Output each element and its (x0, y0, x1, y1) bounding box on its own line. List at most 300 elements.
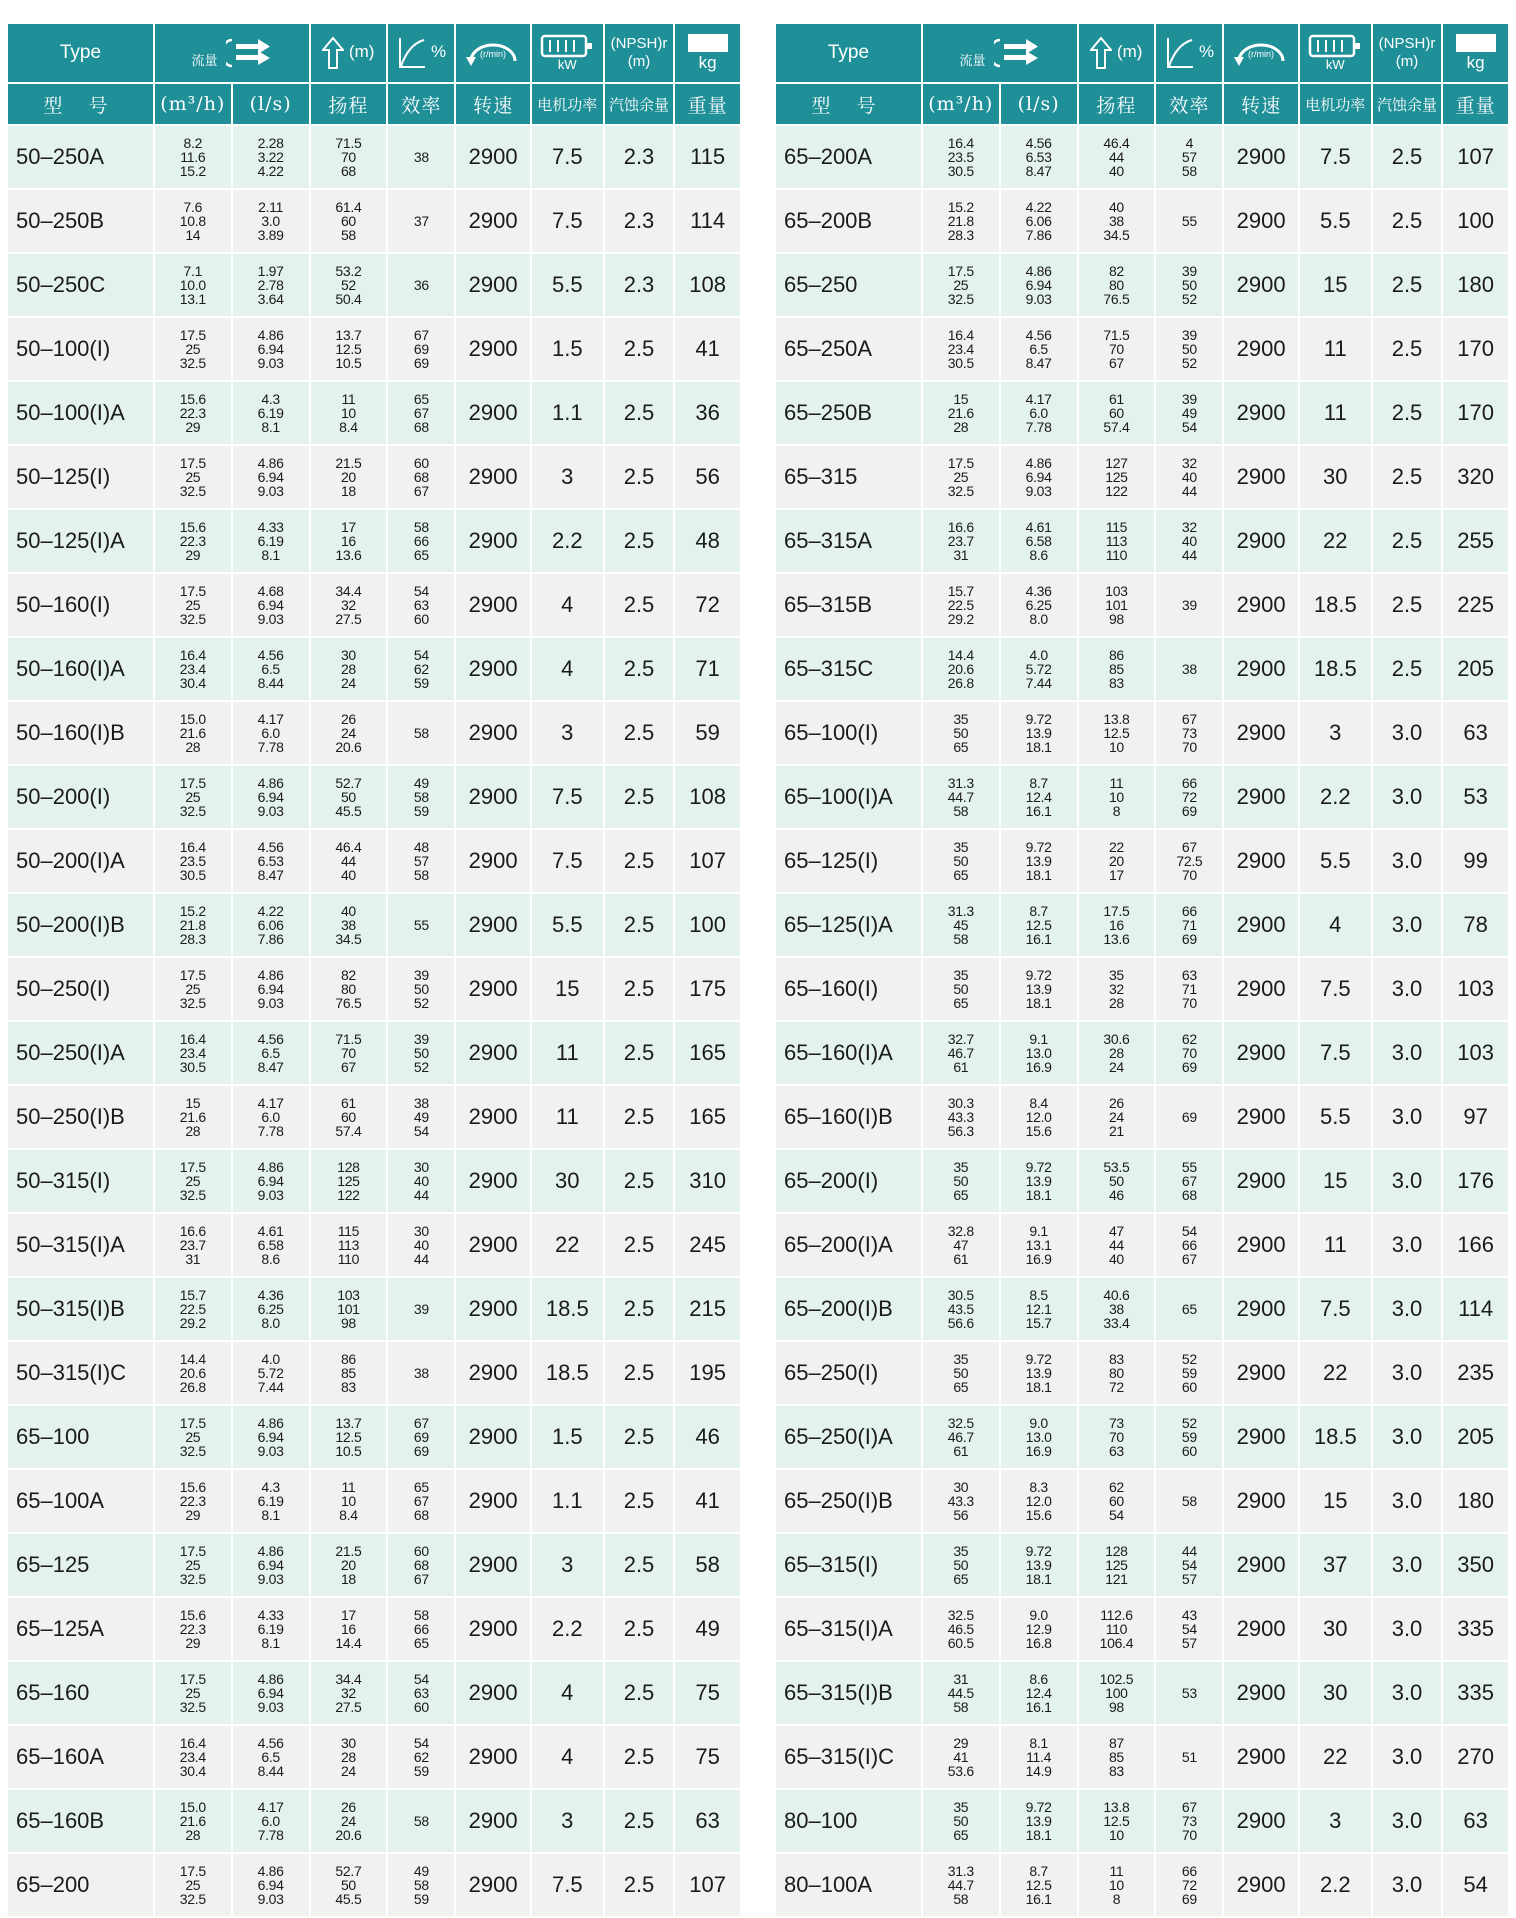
flow-m3h-cell (922, 1085, 1000, 1149)
head-cell-value: 102.5 (1099, 1671, 1134, 1687)
efficiency-cell-value: 58 (413, 1813, 429, 1829)
efficiency-cell-value: 63 (413, 1685, 429, 1701)
table-row (776, 829, 1508, 893)
power-cell: 4 (1299, 893, 1372, 957)
efficiency-cell-value: 54 (413, 1671, 429, 1687)
flow-ls-cell-value: 6.25 (1025, 597, 1052, 613)
flow-ls-cell-value: 13.9 (1025, 1557, 1052, 1573)
efficiency-cell-value: 72.5 (1176, 853, 1203, 869)
flow-m3h-cell (154, 637, 232, 701)
table-row (776, 381, 1508, 445)
flow-m3h-cell-value: 22.3 (179, 1621, 206, 1637)
flow-ls-cell-value: 9.0 (1029, 1415, 1048, 1431)
head-cell-value: 18 (340, 483, 356, 499)
weight-cell: 170 (1442, 317, 1508, 381)
table-row (8, 317, 740, 381)
head-cell-value: 20 (1108, 853, 1124, 869)
flow-ls-cell-value: 18.1 (1025, 1379, 1052, 1395)
flow-m3h-cell-value: 28.3 (179, 931, 206, 947)
head-cell-value: 10.5 (335, 1443, 362, 1459)
power-cell: 4 (531, 1725, 604, 1789)
flow-m3h-cell-value: 22.5 (947, 597, 974, 613)
head-cn-label: 扬程 (1078, 83, 1156, 125)
head-cell-value: 17 (340, 1607, 356, 1623)
flow-ls-cell (1000, 829, 1078, 893)
table-row (776, 509, 1508, 573)
power-cell: 30 (1299, 1661, 1372, 1725)
weight-cell: 170 (1442, 381, 1508, 445)
flow-m3h-cell-value: 16.4 (947, 327, 974, 343)
flow-ls-cell (232, 765, 310, 829)
head-cell-value: 20 (340, 469, 356, 485)
motor-icon (1308, 34, 1362, 58)
head-cell-value: 71.5 (1103, 327, 1130, 343)
npsh-cell: 3.0 (1372, 701, 1443, 765)
weight-cell: 71 (674, 637, 740, 701)
flow-ls-cell-value: 6.5 (261, 1749, 280, 1765)
model-type-cell: 65–250B (776, 381, 922, 445)
efficiency-cell-value: 66 (1181, 1863, 1197, 1879)
efficiency-cell-value: 65 (413, 1479, 429, 1495)
speed-cell: 2900 (1223, 573, 1298, 637)
efficiency-cell (1155, 509, 1223, 573)
flow-ls-cell (232, 1597, 310, 1661)
efficiency-cell-value: 58 (413, 725, 429, 741)
flow-m3h-cell-value: 16.4 (179, 1735, 206, 1751)
efficiency-cell-value: 38 (413, 1365, 429, 1381)
flow-m3h-cell-value: 30.4 (179, 1763, 206, 1779)
right-spec-table (776, 24, 1508, 1916)
head-cell (310, 509, 388, 573)
head-cell-value: 24 (340, 1813, 356, 1829)
power-cell: 2.2 (531, 1597, 604, 1661)
flow-m3h-cell-value: 50 (953, 853, 969, 869)
efficiency-cell-value: 60 (413, 1699, 429, 1715)
model-type-cell: 65–315(I) (776, 1533, 922, 1597)
model-type-cell: 65–200 (8, 1853, 154, 1916)
model-type-cell: 50–315(I) (8, 1149, 154, 1213)
up-arrow-icon (1090, 36, 1112, 70)
head-cell (1078, 1149, 1156, 1213)
head-cell-value: 57.4 (1103, 419, 1130, 435)
head-cell-value: 10 (1108, 789, 1124, 805)
head-cell-value: 13.8 (1103, 1799, 1130, 1815)
head-cell-value: 103 (337, 1287, 360, 1303)
efficiency-cell-value: 40 (413, 1173, 429, 1189)
npsh-cell: 2.5 (1372, 637, 1443, 701)
model-type-cell: 65–100 (8, 1405, 154, 1469)
head-cell-value: 24 (340, 675, 356, 691)
flow-m3h-cell-value: 29 (185, 1635, 201, 1651)
efficiency-cell-value: 54 (413, 1123, 429, 1139)
flow-m3h-cell-value: 21.6 (179, 1109, 206, 1125)
head-cell-value: 83 (1108, 675, 1124, 691)
weight-cn-label: 重量 (1442, 83, 1508, 125)
table-header (8, 24, 740, 125)
efficiency-cell-value: 36 (413, 277, 429, 293)
efficiency-cn-label: 效率 (387, 83, 455, 125)
flow-ls-cell (232, 573, 310, 637)
head-cell-value: 45.5 (335, 803, 362, 819)
flow-m3h-cell-value: 15.6 (179, 391, 206, 407)
flow-ls-cell-value: 6.0 (261, 1109, 280, 1125)
flow-m3h-cell-value: 21.6 (179, 725, 206, 741)
head-cell (1078, 573, 1156, 637)
flow-ls-cell-value: 8.4 (1029, 1095, 1048, 1111)
speed-cell: 2900 (455, 1469, 530, 1533)
head-cell-value: 101 (337, 1301, 360, 1317)
flow-m3h-cell-value: 50 (953, 1365, 969, 1381)
flow-m3h-cell-value: 22.3 (179, 1493, 206, 1509)
efficiency-cell (387, 1789, 455, 1853)
efficiency-cell-value: 68 (413, 419, 429, 435)
table-row (776, 1149, 1508, 1213)
head-cell-value: 72 (1108, 1379, 1124, 1395)
model-type-cell: 65–200(I)B (776, 1277, 922, 1341)
flow-m3h-cell-value: 21.8 (947, 213, 974, 229)
efficiency-cell-value: 67 (413, 483, 429, 499)
head-cell (1078, 1533, 1156, 1597)
npsh-cell: 2.5 (604, 765, 675, 829)
flow-ls-cell-value: 4.56 (257, 1031, 284, 1047)
power-cell: 7.5 (1299, 957, 1372, 1021)
efficiency-cell-value: 72 (1181, 1877, 1197, 1893)
efficiency-cell-value: 49 (413, 1109, 429, 1125)
head-cell-value: 28 (340, 661, 356, 677)
flow-m3h-cell-value: 50 (953, 1813, 969, 1829)
flow-m3h-cell-value: 65 (953, 1827, 969, 1843)
flow-ls-cell-value: 6.58 (1025, 533, 1052, 549)
flow-m3h-cell (922, 1277, 1000, 1341)
head-cell (1078, 1213, 1156, 1277)
model-type-cell: 50–160(I)A (8, 637, 154, 701)
table-row (776, 1789, 1508, 1853)
flow-ls-cell-value: 9.72 (1025, 967, 1052, 983)
flow-ls-cell-value: 16.9 (1025, 1251, 1052, 1267)
flow-ls-cell-value: 5.72 (1025, 661, 1052, 677)
power-cell: 22 (1299, 1341, 1372, 1405)
flow-m3h-cell-value: 15.2 (947, 199, 974, 215)
head-cell (310, 189, 388, 253)
table-row (776, 1725, 1508, 1789)
speed-cell: 2900 (455, 509, 530, 573)
flow-ls-cell (232, 253, 310, 317)
flow-ls-cell-value: 6.94 (257, 341, 284, 357)
weight-cell: 72 (674, 573, 740, 637)
head-cell-value: 60 (340, 213, 356, 229)
table-row (776, 637, 1508, 701)
npsh-cell: 3.0 (1372, 1021, 1443, 1085)
flow-m3h-cell-value: 28.3 (947, 227, 974, 243)
model-type-cell: 65–160(I)B (776, 1085, 922, 1149)
speed-cell: 2900 (455, 1789, 530, 1853)
npsh-cell: 2.5 (604, 957, 675, 1021)
efficiency-cell (1155, 1469, 1223, 1533)
npsh-cell: 2.5 (1372, 253, 1443, 317)
flow-ls-cell-value: 18.1 (1025, 867, 1052, 883)
efficiency-cell-value: 57 (1181, 149, 1197, 165)
head-cell-value: 45.5 (335, 1891, 362, 1907)
flow-m3h-cell (922, 1725, 1000, 1789)
head-cell (1078, 1405, 1156, 1469)
efficiency-cell (1155, 573, 1223, 637)
model-type-cell: 50–125(I)A (8, 509, 154, 573)
speed-cell: 2900 (1223, 1853, 1298, 1916)
flow-m3h-cell-value: 25 (185, 981, 201, 997)
flow-m3h-cell-value: 30.5 (947, 355, 974, 371)
flow-m3h-cell-value: 15.7 (179, 1287, 206, 1303)
head-cell-value: 115 (1105, 519, 1128, 535)
head-cell-value: 125 (1105, 1557, 1128, 1573)
flow-m3h-cell-value: 28 (953, 419, 969, 435)
flow-m3h-cell-value: 17.5 (179, 583, 206, 599)
head-cell-value: 8 (1112, 1891, 1121, 1907)
flow-m3h-cell-value: 25 (185, 597, 201, 613)
flow-m3h-cell (154, 381, 232, 445)
head-cell-value: 100 (1105, 1685, 1128, 1701)
head-cell (310, 253, 388, 317)
rotation-icon (1231, 33, 1291, 73)
power-cn-label: 电机功率 (1299, 83, 1372, 125)
head-cell (310, 573, 388, 637)
flow-m3h-cell-value: 35 (953, 967, 969, 983)
speed-cell: 2900 (1223, 1341, 1298, 1405)
weight-cell: 107 (674, 829, 740, 893)
flow-ls-cell (1000, 1213, 1078, 1277)
head-cell-value: 71.5 (335, 1031, 362, 1047)
head-cell (310, 1213, 388, 1277)
flow-m3h-cell-value: 28 (185, 1827, 201, 1843)
speed-cell: 2900 (455, 1597, 530, 1661)
flow-ls-cell-value: 4.86 (257, 1543, 284, 1559)
efficiency-cell-value: 67 (1181, 1173, 1197, 1189)
flow-ls-cell-value: 3.64 (257, 291, 284, 307)
flow-ls-cell-value: 2.78 (257, 277, 284, 293)
head-cell (310, 1341, 388, 1405)
flow-m3h-cell-value: 50 (953, 1173, 969, 1189)
efficiency-cell (1155, 765, 1223, 829)
flow-m3h-cell-value: 44.7 (947, 1877, 974, 1893)
efficiency-cell-value: 52 (413, 995, 429, 1011)
flow-m3h-cell (154, 1469, 232, 1533)
head-cell-value: 80 (340, 981, 356, 997)
efficiency-cell-value: 52 (1181, 291, 1197, 307)
efficiency-cell-value: 70 (1181, 739, 1197, 755)
flow-ls-cell-value: 6.06 (1025, 213, 1052, 229)
head-cell (310, 1149, 388, 1213)
head-cell-value: 57.4 (335, 1123, 362, 1139)
efficiency-cell (387, 1213, 455, 1277)
flow-m3h-cell-value: 17.5 (179, 775, 206, 791)
head-cell-value: 38 (1108, 213, 1124, 229)
flow-ls-cell-value: 6.5 (261, 1045, 280, 1061)
efficiency-cell (1155, 701, 1223, 765)
flow-m3h-cell (154, 1085, 232, 1149)
head-cell-value: 30 (340, 1735, 356, 1751)
type-cn-label: 型 号 (776, 83, 922, 125)
flow-m3h-cell-value: 23.5 (947, 149, 974, 165)
model-type-cell: 65–125 (8, 1533, 154, 1597)
flow-m3h-cell-value: 16.4 (947, 135, 974, 151)
flow-m3h-cell-value: 25 (185, 1685, 201, 1701)
power-cell: 2.2 (1299, 1853, 1372, 1916)
flow-m3h-cell (154, 829, 232, 893)
flow-ls-cell-value: 3.89 (257, 227, 284, 243)
flow-ls-cell-value: 16.1 (1025, 1891, 1052, 1907)
speed-cell: 2900 (455, 1725, 530, 1789)
flow-m3h-cell (154, 1725, 232, 1789)
flow-header (922, 24, 1078, 83)
flow-ls-cell-value: 16.1 (1025, 1699, 1052, 1715)
head-cell (1078, 957, 1156, 1021)
power-cell: 11 (1299, 1213, 1372, 1277)
efficiency-cell-value: 39 (1181, 391, 1197, 407)
speed-cell: 2900 (1223, 253, 1298, 317)
table-row (776, 189, 1508, 253)
efficiency-cell (1155, 1277, 1223, 1341)
efficiency-cell-value: 67 (1181, 1251, 1197, 1267)
table-row (8, 893, 740, 957)
flow-ls-cell-value: 16.1 (1025, 931, 1052, 947)
flow-m3h-cell-value: 32.5 (179, 803, 206, 819)
efficiency-cell-value: 70 (1181, 1827, 1197, 1843)
weight-cell: 245 (674, 1213, 740, 1277)
head-cell (310, 701, 388, 765)
flow-ls-cell-value: 8.47 (257, 867, 284, 883)
table-row (776, 1533, 1508, 1597)
efficiency-cell (387, 637, 455, 701)
speed-cell: 2900 (1223, 381, 1298, 445)
weight-cell: 49 (674, 1597, 740, 1661)
efficiency-cell-value: 71 (1181, 981, 1197, 997)
efficiency-cell-value: 66 (413, 1621, 429, 1637)
head-cell-value: 13.7 (335, 1415, 362, 1431)
head-cell (310, 1277, 388, 1341)
head-cell-value: 13.7 (335, 327, 362, 343)
flow-ls-cell (232, 1213, 310, 1277)
flow-ls-cell-value: 13.0 (1025, 1429, 1052, 1445)
efficiency-cell-value: 54 (1181, 1557, 1197, 1573)
flow-m3h-cell-value: 25 (953, 469, 969, 485)
npsh-cell: 2.5 (604, 701, 675, 765)
head-cell-value: 71.5 (335, 135, 362, 151)
model-type-cell: 65–160(I) (776, 957, 922, 1021)
flow-ls-cell-value: 3.0 (261, 213, 280, 229)
flow-m3h-cell (922, 1533, 1000, 1597)
model-type-cell: 65–315B (776, 573, 922, 637)
head-cell-value: 34.4 (335, 583, 362, 599)
speed-cell: 2900 (455, 957, 530, 1021)
flow-m3h-cell-value: 65 (953, 1571, 969, 1587)
efficiency-cell-value: 63 (1181, 967, 1197, 983)
power-cell: 11 (1299, 317, 1372, 381)
flow-ls-cell-value: 15.6 (1025, 1507, 1052, 1523)
npsh-cell: 2.5 (1372, 189, 1443, 253)
flow-m3h-cell-value: 30 (953, 1479, 969, 1495)
flow-ls-cell-value: 4.68 (257, 583, 284, 599)
flow-label: 流量 (191, 53, 218, 69)
weight-cell: 63 (1442, 1789, 1508, 1853)
efficiency-cell (1155, 829, 1223, 893)
efficiency-cell-value: 58 (1181, 163, 1197, 179)
speed-header (1223, 24, 1298, 83)
flow-m3h-cell-value: 29 (185, 1507, 201, 1523)
flow-ls-cell-value: 4.56 (257, 839, 284, 855)
head-cell (1078, 1469, 1156, 1533)
table-row (8, 1149, 740, 1213)
speed-cell: 2900 (1223, 1213, 1298, 1277)
head-cell (1078, 1021, 1156, 1085)
head-cell (310, 381, 388, 445)
flow-m3h-cell-value: 32.5 (179, 483, 206, 499)
efficiency-cell-value: 68 (413, 1507, 429, 1523)
flow-ls-cell-value: 6.94 (257, 1429, 284, 1445)
flow-ls-cell (1000, 573, 1078, 637)
power-cell: 11 (531, 1021, 604, 1085)
flow-ls-cell (1000, 1021, 1078, 1085)
flow-unit-ls: (l/s) (232, 83, 310, 125)
weight-cell: 75 (674, 1725, 740, 1789)
flow-ls-cell-value: 7.44 (257, 1379, 284, 1395)
flow-m3h-cell-value: 61 (953, 1059, 969, 1075)
flow-ls-cell-value: 9.72 (1025, 1799, 1052, 1815)
flow-ls-cell-value: 8.0 (1029, 611, 1048, 627)
efficiency-cell-value: 65 (413, 1635, 429, 1651)
efficiency-cell-value: 67 (413, 1415, 429, 1431)
flow-ls-cell-value: 4.3 (261, 1479, 280, 1495)
head-cell (310, 829, 388, 893)
left-spec-table (8, 24, 740, 1916)
weight-cn-label: 重量 (674, 83, 740, 125)
model-type-cell: 65–200A (776, 125, 922, 189)
speed-cell: 2900 (1223, 1085, 1298, 1149)
flow-ls-cell-value: 2.11 (258, 199, 284, 215)
weight-cell: 114 (674, 189, 740, 253)
efficiency-cell (387, 1597, 455, 1661)
head-cell-value: 34.4 (335, 1671, 362, 1687)
table-row (776, 125, 1508, 189)
model-type-cell: 65–315A (776, 509, 922, 573)
efficiency-cell (387, 1469, 455, 1533)
flow-ls-cell (232, 1341, 310, 1405)
power-cell: 1.5 (531, 317, 604, 381)
head-cell (310, 445, 388, 509)
flow-m3h-cell (922, 1469, 1000, 1533)
head-cell (1078, 1277, 1156, 1341)
head-cell-value: 32 (1108, 981, 1124, 997)
power-cell: 3 (531, 1789, 604, 1853)
head-cell-value: 110 (1105, 1621, 1128, 1637)
head-cell-value: 28 (1108, 1045, 1124, 1061)
head-cell-value: 8 (1112, 803, 1121, 819)
efficiency-cell-value: 69 (1181, 931, 1197, 947)
flow-m3h-cell-value: 13.1 (179, 291, 206, 307)
flow-m3h-cell-value: 22.5 (179, 1301, 206, 1317)
efficiency-cell-value: 69 (1181, 1891, 1197, 1907)
power-cell: 7.5 (531, 125, 604, 189)
head-cell-value: 40.6 (1103, 1287, 1130, 1303)
head-cell (310, 1725, 388, 1789)
flow-ls-cell-value: 6.94 (1025, 469, 1052, 485)
flow-m3h-cell-value: 32.5 (947, 1607, 974, 1623)
efficiency-cell-value: 71 (1181, 917, 1197, 933)
efficiency-cell-value: 44 (413, 1251, 429, 1267)
head-cell (310, 637, 388, 701)
up-arrow-icon (322, 36, 344, 70)
flow-ls-cell-value: 4.17 (257, 711, 284, 727)
flow-ls-cell-value: 4.0 (261, 1351, 280, 1367)
efficiency-cell-value: 39 (1181, 263, 1197, 279)
